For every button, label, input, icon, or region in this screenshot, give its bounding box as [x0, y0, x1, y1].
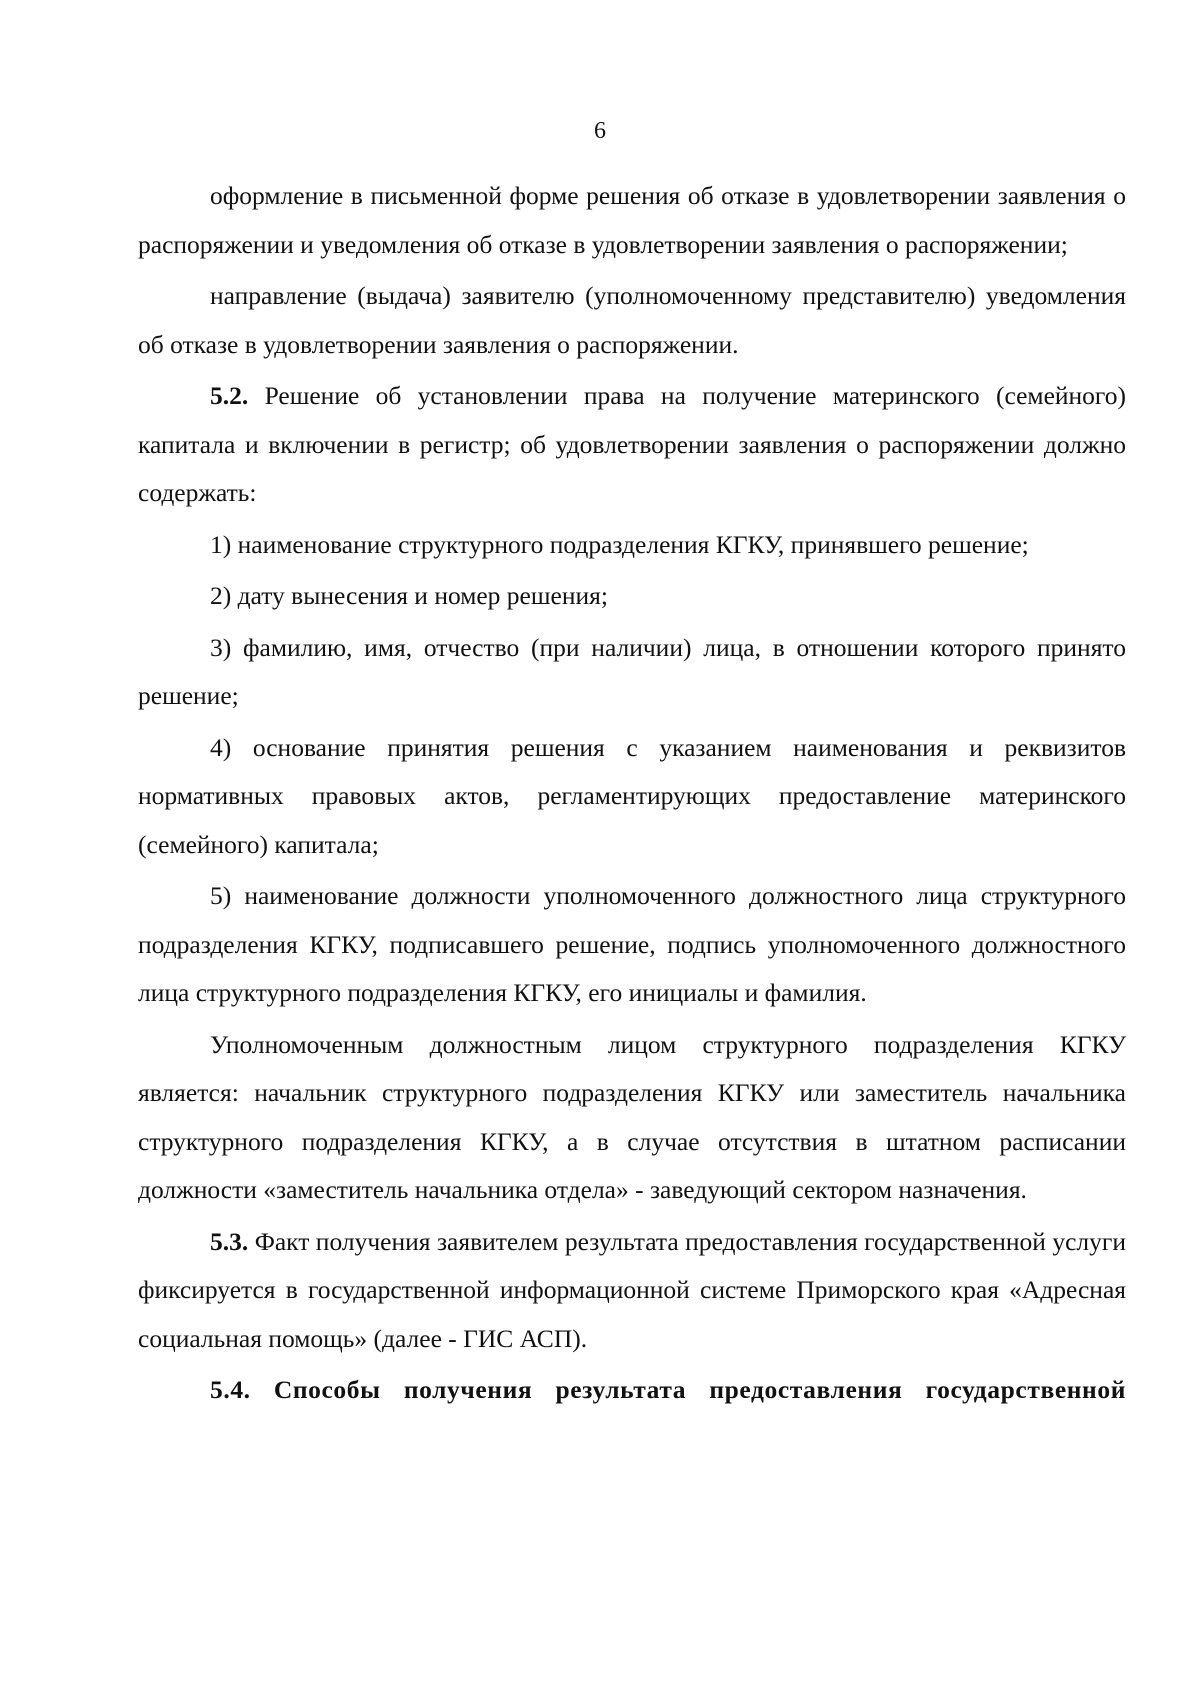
page-number: 6	[594, 118, 606, 144]
paragraph-text: Уполномоченным должностным лицом структурного подразделения КГКУ является: начальник структурного подразделения КГКУ или заместитель начальника структурного подразделения КГКУ, а в случае отсутствия в штатном расписании должности «заместитель начальника отдела» - заведующий сектором назначения.	[138, 1029, 1126, 1204]
list-item-2	[138, 572, 1126, 621]
section-number: 5.2.	[210, 381, 249, 410]
paragraph-authorized-official	[138, 1021, 1126, 1215]
list-item-5	[138, 872, 1126, 1018]
section-number: 5.3.	[210, 1226, 249, 1256]
paragraph-text: 1) наименование структурного подразделения КГКУ, принявшего решение;	[210, 529, 1029, 559]
heading-text: 5.4. Способы получения результата предоставления государственной	[210, 1375, 1126, 1404]
paragraph-text: Факт получения заявителем результата предоставления государственной услуги фиксируется в государственной информационной системе Приморского края «Адресная социальная помощь» (далее - ГИС АСП).	[138, 1226, 1126, 1353]
paragraph-text: 3) фамилию, имя, отчество (при наличии) лица, в отношении которого принято решение;	[138, 632, 1126, 710]
section-5-3	[138, 1218, 1126, 1364]
paragraph-text: 5) наименование должности уполномоченного должностного лица структурного подразделения КГКУ, подписавшего решение, подпись уполномоченного должностного лица структурного подразделения КГКУ, его инициалы и фамилия.	[138, 881, 1126, 1007]
paragraph-text: направление (выдача) заявителю (уполномоченному представителю) уведомления об отказе в удовлетворении заявления о распоряжении.	[138, 281, 1126, 359]
paragraph-refusal-decision	[138, 172, 1126, 269]
list-item-3	[138, 624, 1126, 721]
paragraph-refusal-notice	[138, 272, 1126, 369]
list-item-4	[138, 724, 1126, 870]
paragraph-text: 4) основание принятия решения с указанием наименования и реквизитов нормативных правовых актов, регламентирующих предоставление материнского (семейного) капитала;	[138, 732, 1126, 859]
paragraph-text: оформление в письменной форме решения об отказе в удовлетворении заявления о распоряжении и уведомления об отказе в удовлетворении заявления о распоряжении;	[138, 181, 1126, 259]
paragraph-text: 2) дату вынесения и номер решения;	[210, 581, 608, 610]
document-body	[138, 172, 1126, 1418]
paragraph-text: Решение об установлении права на получение материнского (семейного) капитала и включении в регистр; об удовлетворении заявления о распоряжении должно содержать:	[138, 381, 1126, 507]
list-item-1	[138, 521, 1126, 570]
section-5-2	[138, 372, 1126, 518]
section-5-4-heading	[138, 1366, 1126, 1415]
